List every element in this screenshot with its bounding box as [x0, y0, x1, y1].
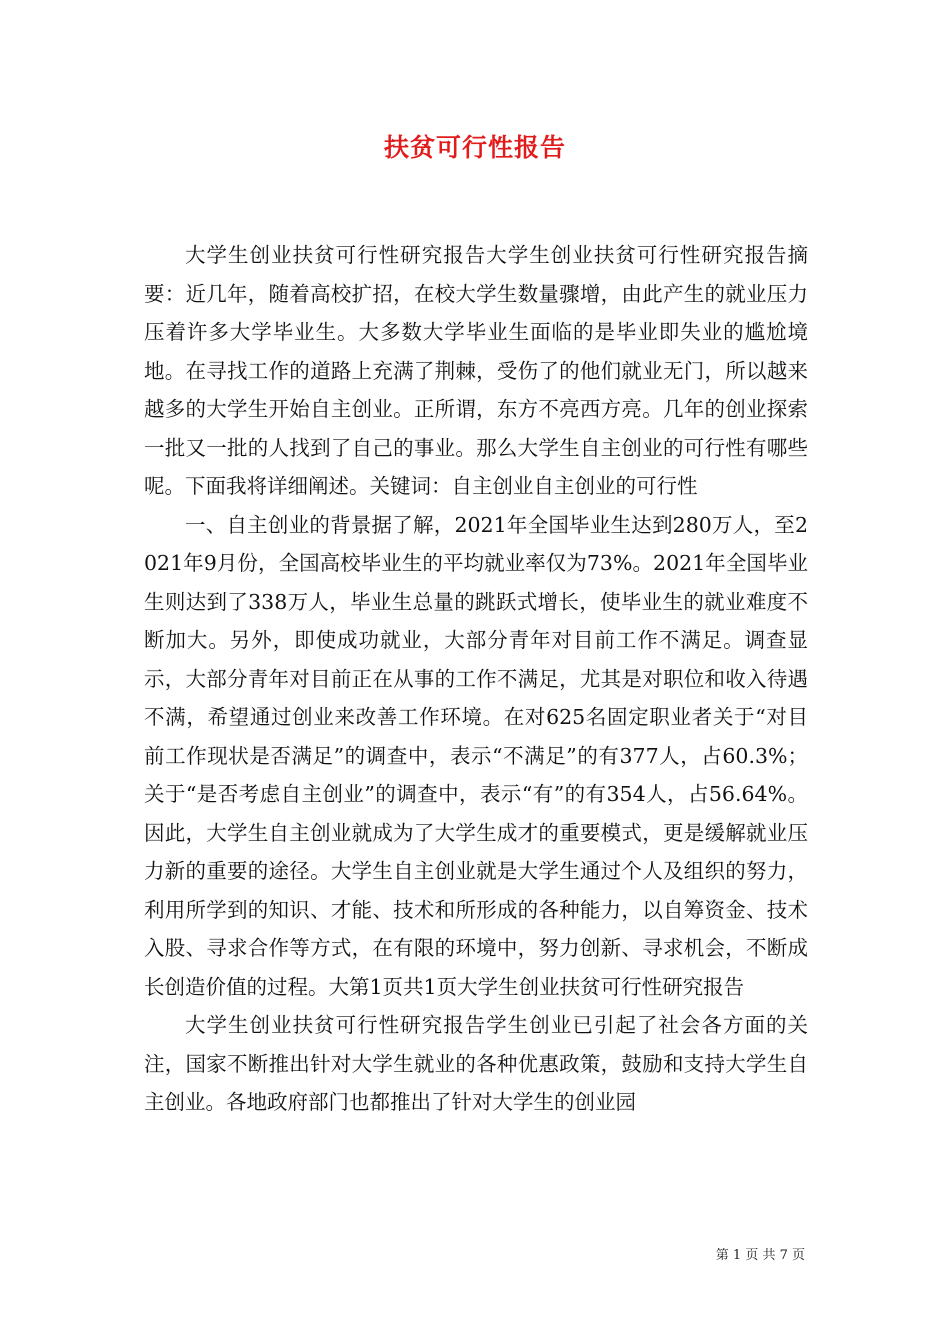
paragraph-policy: 大学生创业扶贫可行性研究报告学生创业已引起了社会各方面的关注，国家不断推出针对大学生就业的各种优惠政策，鼓励和支持大学生自主创业。各地政府部门也都推出了针对大学生的创业园 [144, 1013, 808, 1114]
document-title: 扶贫可行性报告 [383, 133, 566, 162]
page-number-footer: 第 1 页 共 7 页 [715, 1248, 805, 1263]
paragraph-background: 一、自主创业的背景据了解，2021年全国毕业生达到280万人，至2021年9月份，全国高校毕业生的平均就业率仅为73%。2021年全国毕业生则达到了338万人，毕业生总量的跳跃式增长，使毕业生的就业难度不断加大。另外，即使成功就业，大部分青年对目前工作不满足。调查显示，大部分青年对目前正在从事的工作不满足，尤其是对职位和收入待遇不满，希望通过创业来改善工作环境。在对625名固定职业者关于“对目前工作现状是否满足”的调查中，表示“不满足”的有377人，占60.3%；关于“是否考虑自主创业”的调查中，表示“有”的有354人，占56.64%。因此，大学生自主创业就成为了大学生成才的重要模式，更是缓解就业压力新的重要的途径。大学生自主创业就是大学生通过个人及组织的努力，利用所学到的知识、才能、技术和所形成的各种能力，以自筹资金、技术入股、寻求合作等方式，在有限的环境中，努力创新、寻求机会，不断成长创造价值的过程。大第1页共1页大学生创业扶贫可行性研究报告 [144, 512, 808, 999]
document-body [144, 236, 808, 1122]
paragraph-abstract: 大学生创业扶贫可行性研究报告大学生创业扶贫可行性研究报告摘要：近几年，随着高校扩招，在校大学生数量骤增，由此产生的就业压力压着许多大学毕业生。大多数大学毕业生面临的是毕业即失业的尴尬境地。在寻找工作的道路上充满了荆棘，受伤了的他们就业无门，所以越来越多的大学生开始自主创业。正所谓，东方不亮西方亮。几年的创业探索一批又一批的人找到了自己的事业。那么大学生自主创业的可行性有哪些呢。下面我将详细阐述。关键词：自主创业自主创业的可行性 [144, 243, 808, 498]
